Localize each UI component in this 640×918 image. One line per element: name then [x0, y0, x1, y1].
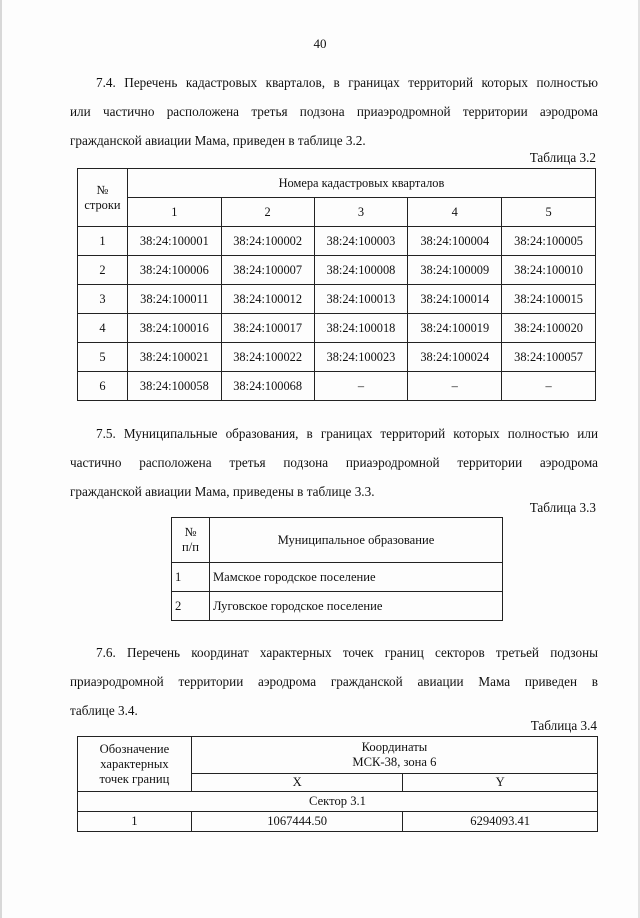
cadastral-cell: 38:24:100023 — [314, 343, 408, 372]
table-row — [78, 343, 596, 372]
column-header: 2 — [221, 198, 314, 227]
sector-label: Сектор 3.1 — [78, 792, 598, 812]
paragraph-line: таблице 3.4. — [70, 703, 138, 718]
cadastral-cell: – — [314, 372, 408, 401]
table-3-4 — [77, 736, 598, 832]
cadastral-cell: 38:24:100018 — [314, 314, 408, 343]
table-row — [78, 314, 596, 343]
row-number: 3 — [78, 285, 128, 314]
cadastral-cell: 38:24:100008 — [314, 256, 408, 285]
cadastral-cell: 38:24:100022 — [221, 343, 314, 372]
table-3-2-caption: Таблица 3.2 — [529, 150, 596, 165]
table-row — [78, 227, 596, 256]
row-number: 1 — [78, 227, 128, 256]
paragraph-line: приаэродромной территории аэродрома гражданской авиации Мама приведен в — [70, 674, 598, 689]
page-number: 40 — [313, 36, 327, 51]
row-number: 2 — [78, 256, 128, 285]
paragraph-line: гражданской авиации Мама, приведен в таблице 3.2. — [70, 133, 366, 148]
cadastral-cell: 38:24:100006 — [127, 256, 221, 285]
cadastral-cell: 38:24:100015 — [502, 285, 596, 314]
column-header: 5 — [502, 198, 596, 227]
column-header: 1 — [127, 198, 221, 227]
column-header: 4 — [408, 198, 502, 227]
municipality-header: Муниципальное образование — [209, 518, 502, 563]
paragraph-line: гражданской авиации Мама, приведены в таблице 3.3. — [70, 484, 375, 499]
cadastral-cell: 38:24:100024 — [408, 343, 502, 372]
row-number: 1 — [172, 563, 210, 592]
row-number: 2 — [172, 592, 210, 621]
row-number: 6 — [78, 372, 128, 401]
cadastral-group-header: Номера кадастровых кварталов — [127, 169, 595, 198]
row-number-header: № строки — [78, 169, 128, 227]
paragraph-line: или частично расположена третья подзона приаэродромной территории аэродрома — [70, 104, 598, 119]
cadastral-cell: 38:24:100007 — [221, 256, 314, 285]
cadastral-cell: 38:24:100016 — [127, 314, 221, 343]
paragraph-line: частично расположена третья подзона приаэродромной территории аэродрома — [70, 455, 598, 470]
municipality-name: Мамское городское поселение — [209, 563, 502, 592]
cadastral-cell: 38:24:100021 — [127, 343, 221, 372]
cadastral-cell: 38:24:100017 — [221, 314, 314, 343]
coordinates-system: МСК-38, зона 6 — [352, 755, 437, 769]
cadastral-cell: 38:24:100010 — [502, 256, 596, 285]
point-number: 1 — [78, 812, 192, 832]
cadastral-cell: 38:24:100003 — [314, 227, 408, 256]
table-3-3-caption: Таблица 3.3 — [529, 500, 596, 515]
x-header: X — [191, 774, 403, 792]
x-value: 1067444.50 — [191, 812, 403, 832]
table-3-3 — [171, 517, 503, 621]
scan-edge-left — [0, 0, 2, 918]
paragraph-7-6 — [70, 638, 598, 725]
cadastral-cell: 38:24:100014 — [408, 285, 502, 314]
cadastral-cell: 38:24:100068 — [221, 372, 314, 401]
cadastral-cell: 38:24:100011 — [127, 285, 221, 314]
cadastral-cell: 38:24:100020 — [502, 314, 596, 343]
cadastral-cell: – — [502, 372, 596, 401]
cadastral-cell: 38:24:100012 — [221, 285, 314, 314]
table-row — [172, 592, 503, 621]
y-value: 6294093.41 — [403, 812, 598, 832]
table-row — [78, 285, 596, 314]
cadastral-cell: 38:24:100058 — [127, 372, 221, 401]
cadastral-cell: 38:24:100057 — [502, 343, 596, 372]
cadastral-cell: – — [408, 372, 502, 401]
table-row — [78, 372, 596, 401]
paragraph-line: 7.4. Перечень кадастровых кварталов, в границах территорий которых полностью — [96, 75, 598, 90]
cadastral-cell: 38:24:100001 — [127, 227, 221, 256]
table-row — [78, 256, 596, 285]
cadastral-cell: 38:24:100004 — [408, 227, 502, 256]
cadastral-cell: 38:24:100019 — [408, 314, 502, 343]
cadastral-cell: 38:24:100002 — [221, 227, 314, 256]
table-row — [172, 563, 503, 592]
cadastral-cell: 38:24:100005 — [502, 227, 596, 256]
table-row — [78, 812, 598, 832]
point-header: Обозначение характерных точек границ — [78, 737, 192, 792]
coordinates-title: Координаты — [361, 740, 428, 754]
municipality-name: Луговское городское поселение — [209, 592, 502, 621]
paragraph-line: 7.6. Перечень координат характерных точек границ секторов третьей подзоны — [96, 645, 598, 660]
row-number: 5 — [78, 343, 128, 372]
cadastral-cell: 38:24:100013 — [314, 285, 408, 314]
number-header: № п/п — [172, 518, 210, 563]
table-3-4-caption: Таблица 3.4 — [530, 718, 597, 733]
y-header: Y — [403, 774, 598, 792]
paragraph-7-5 — [70, 419, 598, 506]
row-number: 4 — [78, 314, 128, 343]
column-header: 3 — [314, 198, 408, 227]
coordinates-header — [191, 737, 597, 774]
paragraph-7-4 — [70, 68, 598, 155]
table-3-2 — [77, 168, 596, 401]
cadastral-cell: 38:24:100009 — [408, 256, 502, 285]
paragraph-line: 7.5. Муниципальные образования, в границах территорий которых полностью или — [96, 426, 598, 441]
